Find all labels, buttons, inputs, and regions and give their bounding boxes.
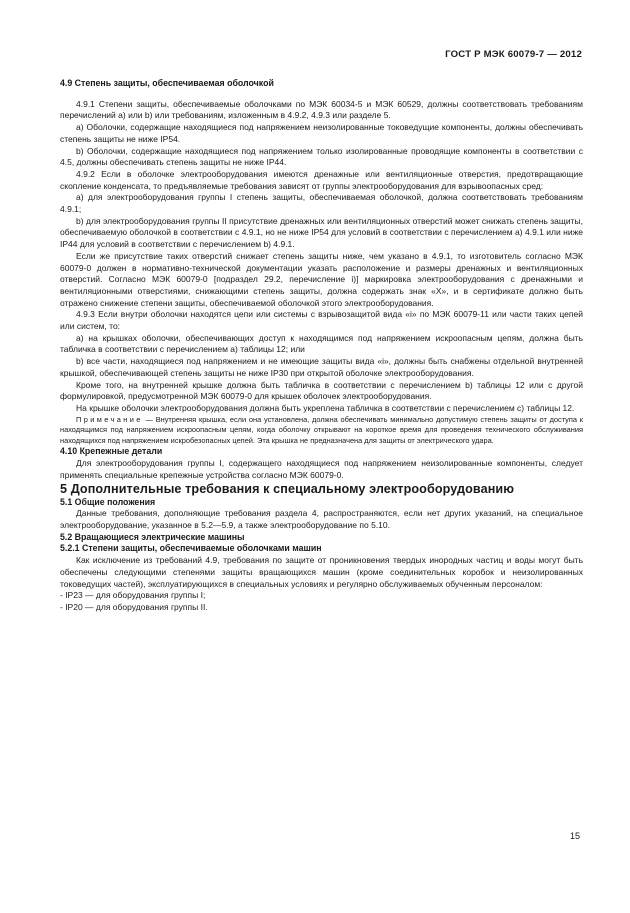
para-4-9-3: 4.9.3 Если внутри оболочки находятся цепи или системы с взрывозащитой вида «i» по МЭК 60079-11 или части таких цепей или систем, то:: [60, 309, 583, 332]
para-4-9-3-b: b) все части, находящиеся под напряжением и не имеющие защиты вида «i», должны быть снабжены отдельной внутренней крышкой, обеспечивающей степень защиты не ниже IP30 при открытой оболочке электрооборудования.: [60, 356, 583, 378]
para-4-9-2: 4.9.2 Если в оболочке электрооборудования имеются дренажные или вентиляционные отверстия, предотвращающие скопление конденсата, то предъявляемые требования зависят от группы электрооборудования для взрывоопасных сред:: [60, 168, 583, 191]
section-5-2-heading: 5.2 Вращающиеся электрические машины: [60, 531, 245, 542]
para-5-1: Данные требования, дополняющие требования раздела 4, распространяются, если нет других указаний, на специальное электрооборудование, указанное в 5.2—5.9, а также электрооборудование по 5.10.: [60, 508, 583, 530]
note-label: Примечание: [76, 414, 143, 424]
page-content: [60, 78, 583, 614]
para-4-9-2-c: Если же присутствие таких отверстий снижает степень защиты ниже, чем указано в 4.9.1, то изготовитель согласно МЭК 60079-0 должен в нормативно-технической документации указать расположение и размеры дренажных и вентиляционных отверстий. Согласно МЭК 60079-0 [подраздел 29.2, перечисление i)] маркировка электрооборудования с дренажными и вентиляционными отверстиями, снижающими степень защиты, должна содержать знак «X», и в сертификате должно быть отражено снижение степени защиты, обеспечиваемой оболочкой этого электрооборудования.: [60, 250, 583, 308]
page-number: 15: [569, 831, 580, 841]
para-4-9-1-a: a) Оболочки, содержащие находящиеся под напряжением неизолированные токоведущие компоненты, должны обеспечивать степень защиты не ниже IP54.: [60, 122, 583, 144]
document-header: ГОСТ Р МЭК 60079-7 — 2012: [445, 49, 582, 60]
section-5-1-heading: 5.1 Общие положения: [60, 496, 156, 507]
list-item: - IP23 — для оборудования группы I;: [60, 590, 206, 601]
para-4-9-2-b: b) для электрооборудования группы II присутствие дренажных или вентиляционных отверстий может снижать степень защиты, обеспечиваемую оболочкой в соответствии с 4.9.1, но не ниже IP54 для условий в соответствии с перечислением a) 4.9.1 или ниже IP44 для условий в соответствии с перечислением b) 4.9.1.: [60, 215, 583, 250]
list-item: - IP20 — для оборудования группы II.: [60, 601, 208, 612]
para-4-9-2-a: a) для электрооборудования группы I степень защиты, обеспечиваемая оболочкой, должна соответствовать требованиям 4.9.1;: [60, 192, 583, 215]
para-4-9-3-c: Кроме того, на внутренней крышке должна быть табличка в соответствии с перечислением b) таблицы 12 или с другой формулировкой, предусмотренной МЭК 60079-0 для крышек оболочек электрооборудования.: [60, 379, 583, 402]
para-4-9-3-d: На крышке оболочки электрооборудования должна быть укреплена табличка в соответствии с перечислением c) таблицы 12.: [76, 402, 575, 413]
section-5-heading: 5 Дополнительные требования к специальному электрооборудованию: [60, 481, 515, 496]
para-4-10: Для электрооборудования группы I, содержащего находящиеся под напряжением неизолированные компоненты, следует применять специальные крепежные устройства согласно МЭК 60079-0.: [60, 458, 583, 480]
para-4-9-3-a: a) на крышках оболочки, обеспечивающих доступ к находящимся под напряжением искроопасным цепям, должна быть табличка в соответствии с перечислением a) таблицы 12; или: [60, 332, 583, 355]
section-4-10-heading: 4.10 Крепежные детали: [60, 446, 163, 457]
section-5-2-1-heading: 5.2.1 Степени защиты, обеспечиваемые оболочками машин: [60, 543, 322, 554]
note-text: — Внутренняя крышка, если она установлена, должна обеспечивать минимально допустимую степень защиты от доступа к находящимся под напряжением искроопасным цепям, когда оболочку открывают на короткое время для проведения технического обслуживания находящихся под напряжением искробезопасных цепей. Эта крышка не предназначена для защиты от электрического удара.: [60, 414, 583, 445]
para-5-2-1: Как исключение из требований 4.9, требования по защите от проникновения твердых инородных частиц и воды могут быть обеспечены следующими степенями защиты вращающихся машин (кроме соединительных коробок и неизолированных токоведущих частей), эксплуатирующихся в специальных условиях и регулярно обслуживаемых обученным персоналом:: [60, 555, 583, 589]
note: [60, 415, 583, 447]
para-4-9-1-b: b) Оболочки, содержащие находящиеся под напряжением только изолированные проводящие компоненты в соответствии с 4.5, должны обеспечивать степень защиты не ниже IP44.: [60, 145, 583, 168]
section-4-9-heading: 4.9 Степень защиты, обеспечиваемая оболочкой: [60, 78, 274, 88]
para-4-9-1: 4.9.1 Степени защиты, обеспечиваемые оболочками по МЭК 60034-5 и МЭК 60529, должны соответствовать требованиям перечислений a) или b) или требованиям, изложенным в 4.9.2, 4.9.3 или разделе 5.: [60, 98, 583, 121]
